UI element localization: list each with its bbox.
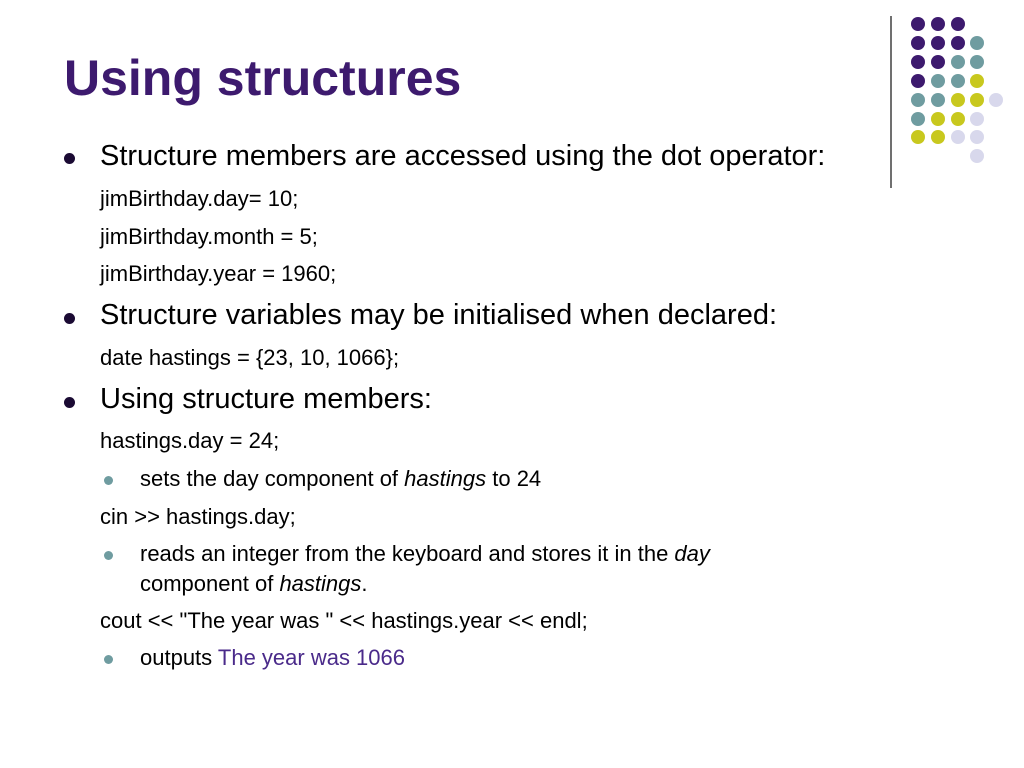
code-line: jimBirthday.year = 1960; <box>100 261 337 286</box>
sub-bullet-text-part: outputs <box>140 645 218 670</box>
slide-title: Using structures <box>64 50 462 106</box>
sub-bullet-icon <box>104 551 113 560</box>
sub-bullet-text-continued <box>140 571 368 597</box>
sub-bullet-text-italic: day <box>674 541 710 566</box>
sub-bullet-text <box>140 466 541 492</box>
sub-bullet-text <box>140 541 710 567</box>
sub-bullet-icon <box>104 655 113 664</box>
sub-bullet-icon <box>104 476 113 485</box>
code-line: cin >> hastings.day; <box>100 504 296 529</box>
sub-bullet-text-part: to 24 <box>486 466 542 491</box>
code-line: date hastings = {23, 10, 1066}; <box>100 345 400 370</box>
sub-bullet-text-part: . <box>361 571 368 596</box>
bullet-text: Structure variables may be initialised when declared: <box>100 299 778 331</box>
code-line: hastings.day = 24; <box>100 428 280 453</box>
sub-bullet-text-part: component of <box>140 571 280 596</box>
bullet-icon <box>64 313 75 324</box>
bullet-text: Structure members are accessed using the dot operator: <box>100 140 826 172</box>
code-line: jimBirthday.day= 10; <box>100 186 299 211</box>
sub-bullet-text-part: sets the day component of <box>140 466 405 491</box>
bullet-text: Using structure members: <box>100 383 432 415</box>
sub-bullet-text-part: reads an integer from the keyboard and stores it in the <box>140 541 675 566</box>
sub-bullet-text-italic: hastings <box>279 571 362 596</box>
code-line: cout << "The year was " << hastings.year << endl; <box>100 608 588 633</box>
code-line: jimBirthday.month = 5; <box>100 224 318 249</box>
highlighted-output-text: The year was 1066 <box>217 645 405 670</box>
bullet-icon <box>64 397 75 408</box>
sub-bullet-text-italic: hastings <box>404 466 487 491</box>
bullet-icon <box>64 153 75 164</box>
sub-bullet-text <box>140 645 405 671</box>
